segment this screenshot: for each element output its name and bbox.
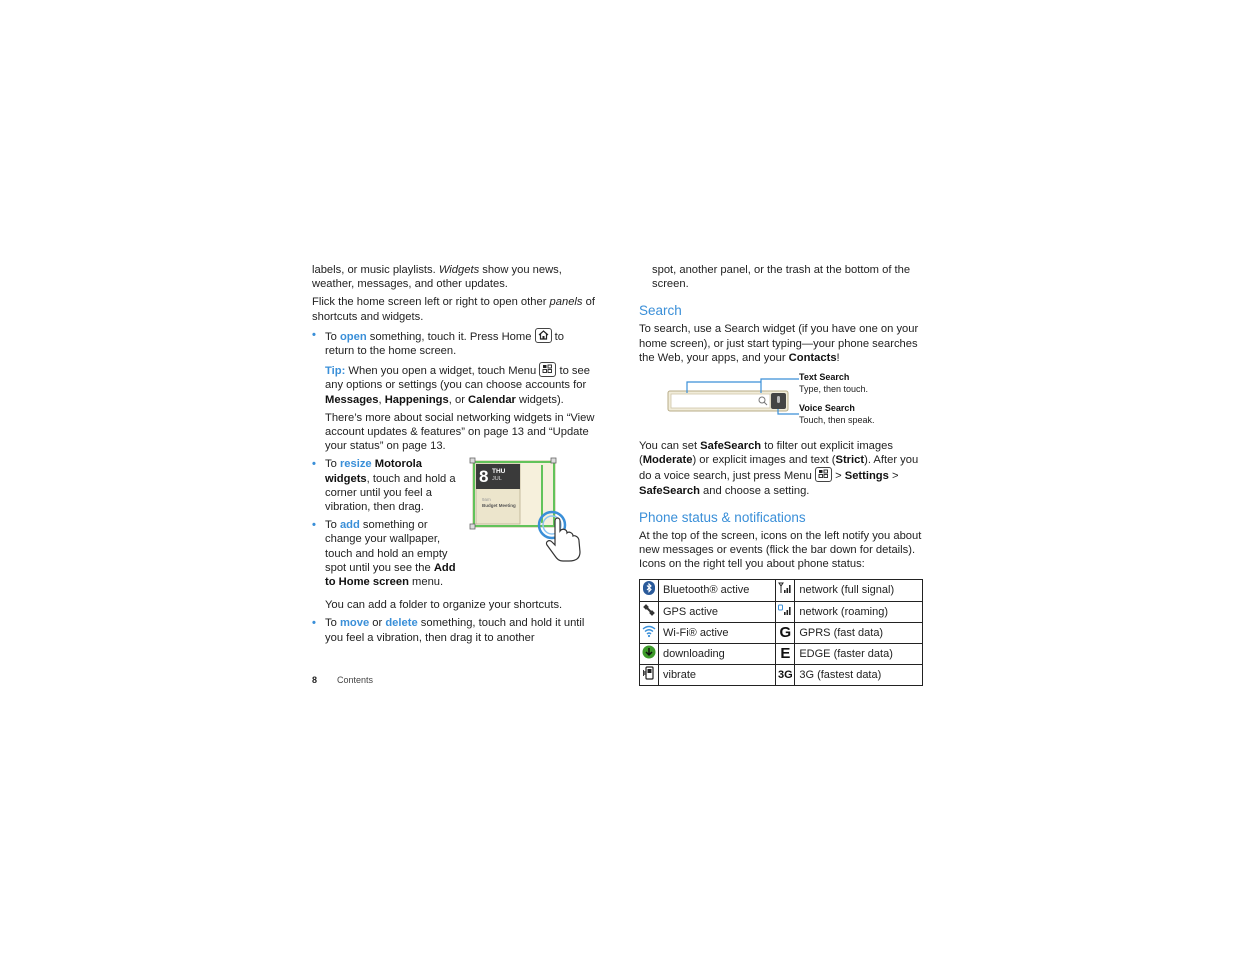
widget-month: JUL — [492, 476, 502, 483]
bullet-open: • To open something, touch it. Press Home to return to the home screen. — [312, 328, 595, 358]
bluetooth-icon — [641, 580, 657, 596]
table-row: Wi-Fi® active G GPRS (fast data) — [640, 622, 923, 643]
widget-dow: THU — [492, 468, 506, 476]
widget-event: Budget Meeting — [482, 503, 516, 509]
resize-add-block — [312, 457, 595, 593]
table-row: Bluetooth® active network (full signal) — [640, 580, 923, 601]
right-column — [639, 263, 923, 686]
social-paragraph: There’s more about social networking widgets in “View account updates & features” on page 13 and “Update your status” on page 13. — [325, 411, 595, 453]
section-title-search: Search — [639, 303, 682, 319]
signal-full-icon — [777, 580, 793, 596]
table-row: GPS active network (roaming) — [640, 601, 923, 622]
wifi-icon — [641, 623, 657, 639]
tip-paragraph: Tip: When you open a widget, touch Menu to see any options or settings (you can choose accounts for Messages, Happenings, or Calendar widgets). — [312, 362, 595, 407]
status-paragraph: At the top of the screen, icons on the left notify you about new messages or events (flick the bar down for details). Icons on the right tell you about phone status: — [639, 529, 922, 571]
menu-key-icon — [815, 467, 832, 482]
menu-key-icon — [539, 362, 556, 377]
gps-icon — [641, 602, 657, 618]
home-key-icon — [535, 328, 552, 343]
download-icon — [641, 644, 657, 660]
paragraph-widgets: labels, or music playlists. Widgets show you news, weather, messages, and other updates. — [312, 264, 562, 291]
section-title-phone-status: Phone status & notifications — [639, 509, 806, 525]
table-row: vibrate 3G 3G (fastest data) — [640, 665, 923, 686]
bullet-resize: • To resize Motorola widgets, touch and hold a corner until you feel a vibration, then drag. — [312, 457, 595, 514]
3g-icon: 3G — [778, 669, 793, 682]
paragraph-panels: Flick the home screen left or right to open other panels of shortcuts and widgets. — [312, 296, 595, 323]
widget-time: 9am — [482, 497, 491, 503]
search-paragraph: To search, use a Search widget (if you have one on your home screen), or just start typing—your phone searches the Web, your apps, and your Contacts! — [639, 323, 919, 364]
left-column — [312, 263, 595, 649]
voice-search-callout: Voice Search Touch, then speak. — [799, 403, 875, 426]
bullet-add: • To add something or change your wallpaper, touch and hold an empty spot until you see the Add to Home screen menu. — [312, 518, 595, 589]
page-footer — [312, 673, 373, 687]
gprs-icon: G — [779, 623, 792, 641]
search-widget-illustration — [639, 371, 923, 435]
vibrate-icon — [641, 665, 657, 681]
page-number: 8 — [312, 675, 318, 685]
table-row: downloading E EDGE (faster data) — [640, 644, 923, 665]
text-search-callout: Text Search Type, then touch. — [799, 372, 869, 395]
safesearch-paragraph: You can set SafeSearch to filter out explicit images (Moderate) or explicit images and text (Strict). After you do a voice search, just press Menu > Settings > SafeSearch and choose a setting. — [639, 440, 919, 497]
continuation-paragraph: spot, another panel, or the trash at the bottom of the screen. — [652, 264, 911, 291]
signal-roaming-icon — [777, 602, 793, 618]
edge-icon: E — [780, 645, 791, 663]
contents-link[interactable]: Contents — [337, 675, 374, 685]
status-icons-table — [639, 579, 923, 686]
folder-paragraph: You can add a folder to organize your shortcuts. — [325, 599, 563, 612]
bullet-move-delete: • To move or delete something, touch and hold it until you feel a vibration, then drag it to another — [312, 616, 595, 644]
widget-day: 8 — [479, 467, 489, 487]
